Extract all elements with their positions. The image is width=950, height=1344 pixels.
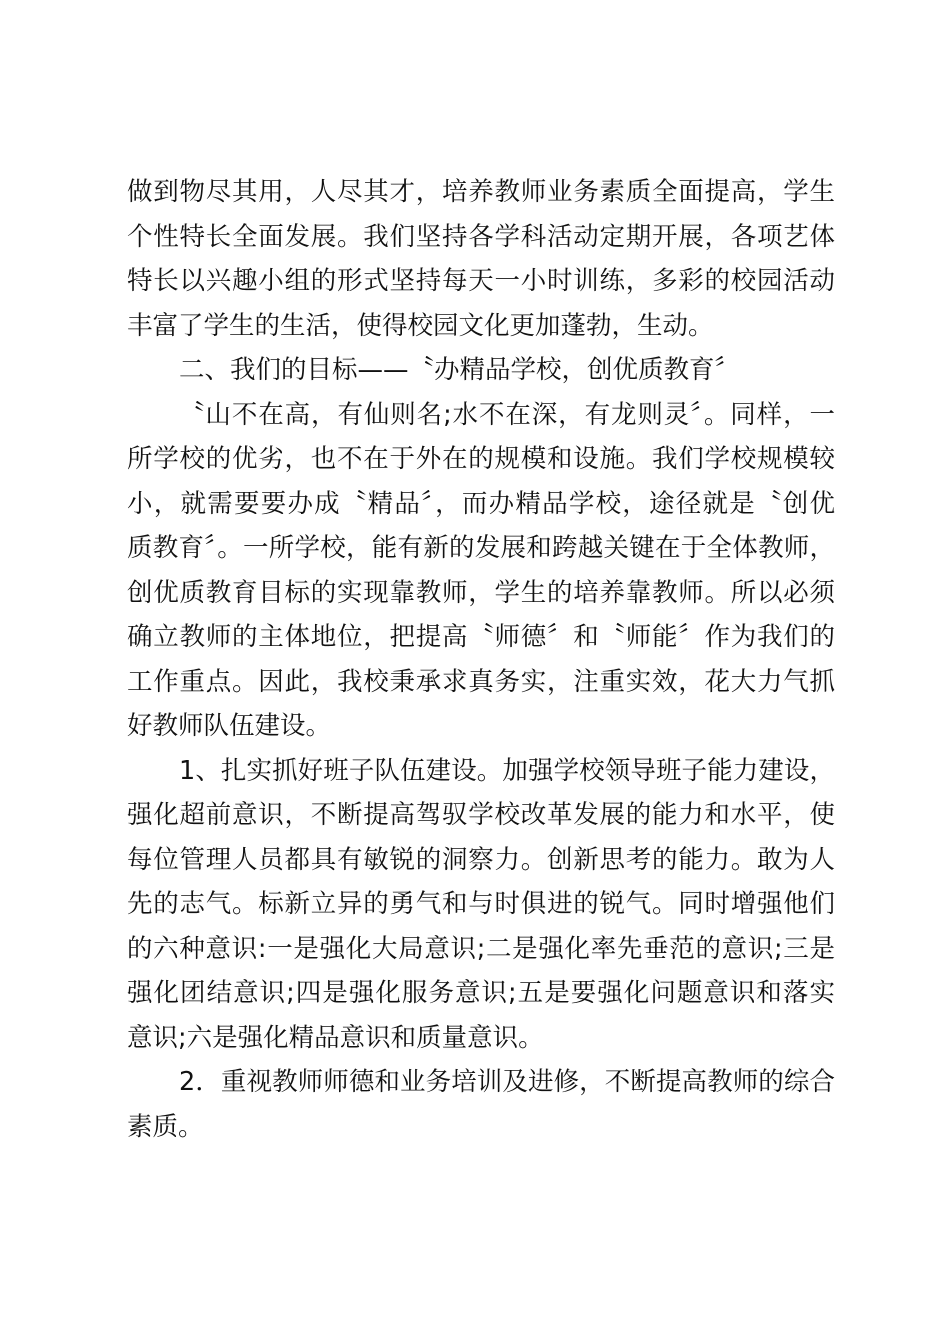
text-line: 1、扎实抓好班子队伍建设。加强学校领导班子能力建设， xyxy=(179,755,835,786)
text-line: 小，就需要要办成〝精品〞，而办精品学校，途径就是〝创优 xyxy=(127,488,835,519)
paragraph-goal xyxy=(127,393,835,749)
text-line: 先的志气。标新立异的勇气和与时俱进的锐气。同时增强他们 xyxy=(127,889,835,919)
paragraph-leadership xyxy=(127,749,835,1061)
document-body xyxy=(127,170,835,1149)
text-line: 每位管理人员都具有敏锐的洞察力。创新思考的能力。敢为人 xyxy=(127,844,835,875)
text-line: 强化团结意识;四是强化服务意识;五是要强化问题意识和落实 xyxy=(127,978,835,1008)
text-line: 质教育〞。一所学校，能有新的发展和跨越关键在于全体教师， xyxy=(127,533,835,563)
text-line: 强化超前意识，不断提高驾驭学校改革发展的能力和水平，使 xyxy=(127,800,835,830)
text-line: 个性特长全面发展。我们坚持各学科活动定期开展，各项艺体 xyxy=(127,221,835,252)
text-line: 好教师队伍建设。 xyxy=(127,711,332,741)
text-line: 〝山不在高，有仙则名;水不在深，有龙则灵〞。同样，一 xyxy=(179,399,835,430)
text-line: 所学校的优劣，也不在于外在的规模和设施。我们学校规模较 xyxy=(127,444,835,474)
text-line: 素质。 xyxy=(127,1111,204,1142)
text-line: 丰富了学生的生活，使得校园文化更加蓬勃，生动。 xyxy=(127,310,714,341)
text-line: 工作重点。因此，我校秉承求真务实，注重实效，花大力气抓 xyxy=(127,666,835,697)
text-line: 确立教师的主体地位，把提高〝师德〞和〝师能〞作为我们的 xyxy=(127,622,835,652)
paragraph-training xyxy=(127,1060,835,1149)
text-line: 2．重视教师师德和业务培训及进修，不断提高教师的综合 xyxy=(179,1067,835,1097)
text-line: 创优质教育目标的实现靠教师，学生的培养靠教师。所以必须 xyxy=(127,577,835,608)
heading-text: 二、我们的目标——〝办精品学校，创优质教育〞 xyxy=(179,355,741,385)
paragraph-intro xyxy=(127,170,835,348)
text-line: 意识;六是强化精品意识和质量意识。 xyxy=(127,1022,544,1053)
text-line: 做到物尽其用，人尽其才，培养教师业务素质全面提高，学生 xyxy=(127,177,835,207)
section-heading-goal xyxy=(127,348,835,393)
text-line: 特长以兴趣小组的形式坚持每天一小时训练，多彩的校园活动 xyxy=(127,266,835,296)
text-line: 的六种意识:一是强化大局意识;二是强化率先垂范的意识;三是 xyxy=(127,933,835,964)
